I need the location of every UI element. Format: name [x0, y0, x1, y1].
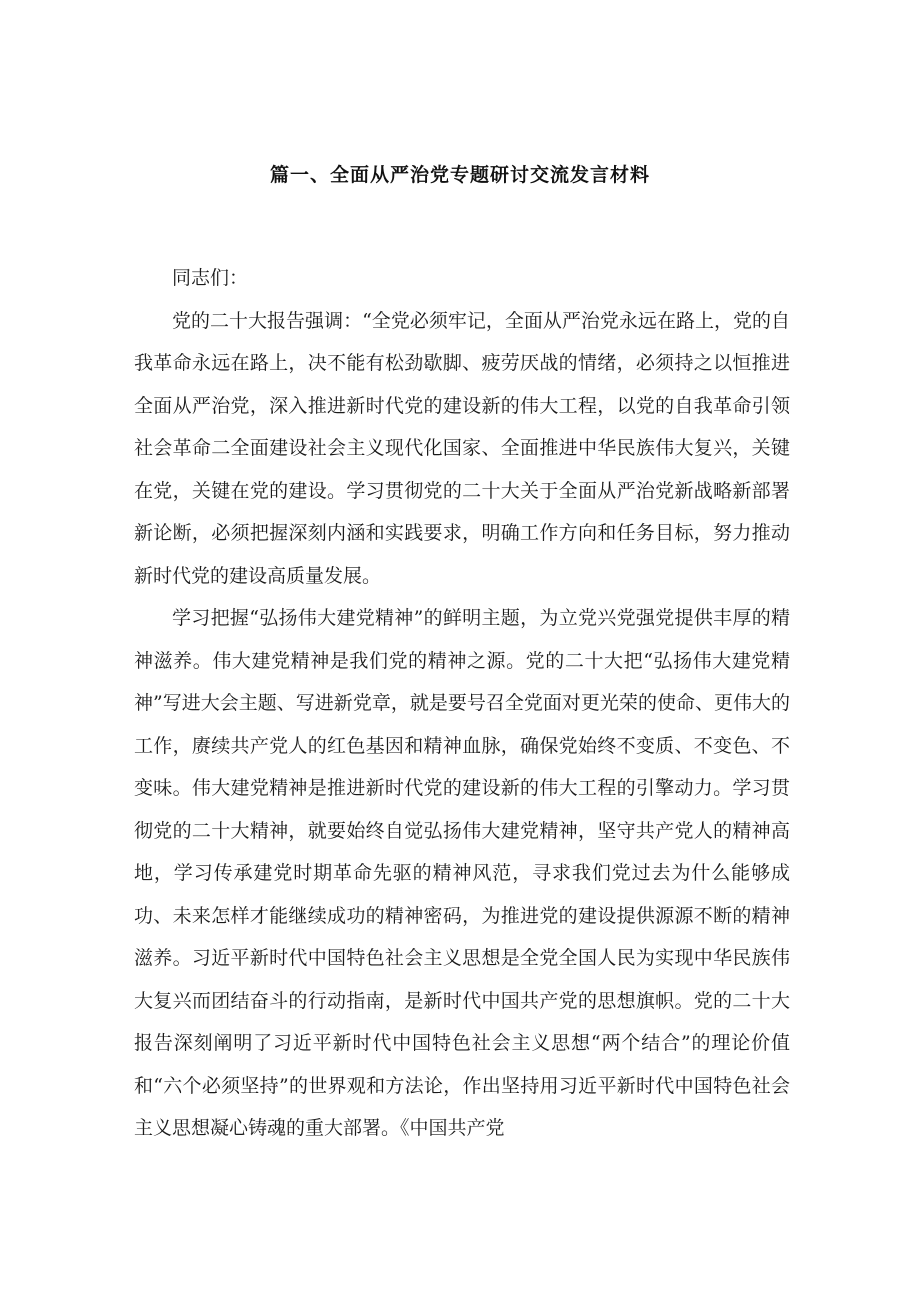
salutation: 同志们： — [172, 267, 249, 289]
document-body — [134, 257, 790, 1150]
document-title: 篇一、全面从严治党专题研讨交流发言材料 — [269, 164, 650, 186]
paragraph-2: 学习把握“弘扬伟大建党精神”的鲜明主题，为立党兴党强党提供丰厚的精神滋养。伟大建党精神是我们党的精神之源。党的二十大把“弘扬伟大建党精神”写进大会主题、写进新党章，就是要号召全党面对更光荣的使命、更伟大的工作，赓续共产党人的红色基因和精神血脉，确保党始终不变质、不变色、不变味。伟大建党精神是推进新时代党的建设新的伟大工程的引擎动力。学习贯彻党的二十大精神，就要始终自觉弘扬伟大建党精神，坚守共产党人的精神高地，学习传承建党时期革命先驱的精神风范，寻求我们党过去为什么能够成功、未来怎样才能继续成功的精神密码，为推进党的建设提供源源不断的精神滋养。习近平新时代中国特色社会主义思想是全党全国人民为实现中华民族伟大复兴而团结奋斗的行动指南，是新时代中国共产党的思想旗帜。党的二十大报告深刻阐明了习近平新时代中国特色社会主义思想“两个结合”的理论价值和“六个必须坚持”的世界观和方法论，作出坚持用习近平新时代中国特色社会主义思想凝心铸魂的重大部署。《中国共产党 — [134, 607, 790, 1139]
paragraph-1: 党的二十大报告强调：“全党必须牢记，全面从严治党永远在路上，党的自我革命永远在路上，决不能有松劲歇脚、疲劳厌战的情绪，必须持之以恒推进全面从严治党，深入推进新时代党的建设新的伟大工程，以党的自我革命引领社会革命二全面建设社会主义现代化国家、全面推进中华民族伟大复兴，关键在党，关键在党的建设。学习贯彻党的二十大关于全面从严治党新战略新部署新论断，必须把握深刻内涵和实践要求，明确工作方向和任务目标，努力推动新时代党的建设高质量发展。 — [134, 309, 790, 587]
